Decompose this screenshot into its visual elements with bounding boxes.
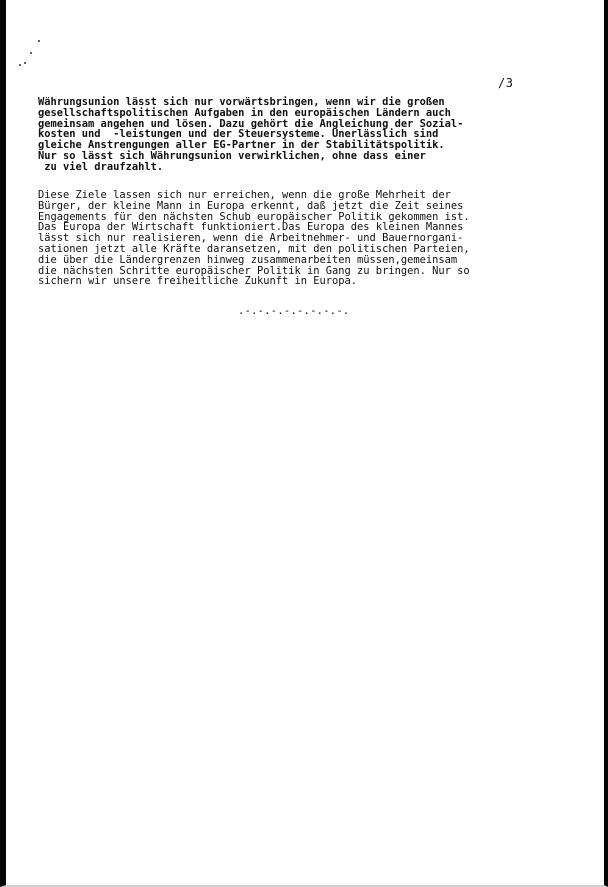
document-page <box>6 0 604 885</box>
paragraph-currency-union: Währungsunion lässt sich nur vorwärtsbringen, wenn wir die großen gesellschaftspolitischen Aufgaben in den europäischen Ländern auch gemeinsam angehen und lösen. Dazu gehört die Angleichung der Sozial- kosten und -leistungen und der Steuersysteme. Unerlässlich sind gleiche Anstrengungen aller EG-Partner in der Stabilitätspolitik. Nur so lässt sich Währungsunion verwirklichen, ohne dass einer zu viel draufzahlt. <box>38 96 464 173</box>
paragraph-goals: Diese Ziele lassen sich nur erreichen, wenn die große Mehrheit der Bürger, der kleine Mann in Europa erkennt, daß jetzt die Zeit seines Engagements für den nächsten Schub europäischer Politik gekommen ist. Das Europa der Wirtschaft funktioniert.Das Europa des kleinen Mannes lässt sich nur realisieren, wenn die Arbeitnehmer- und Bauernorgani- sationen jetzt alle Kräfte daransetzen, mit den politischen Parteien, die über die Ländergrenzen hinweg zusammenarbeiten müssen,gemeinsam die nächsten Schritte europäischer Politik in Gang zu bringen. Nur so sichern wir unsere freiheitliche Zukunft in Europa. <box>38 189 470 288</box>
end-separator: .-.-.-.-.-.-.-.-. <box>238 305 350 317</box>
page-number: /3 <box>498 76 514 90</box>
scan-marks <box>16 36 46 76</box>
